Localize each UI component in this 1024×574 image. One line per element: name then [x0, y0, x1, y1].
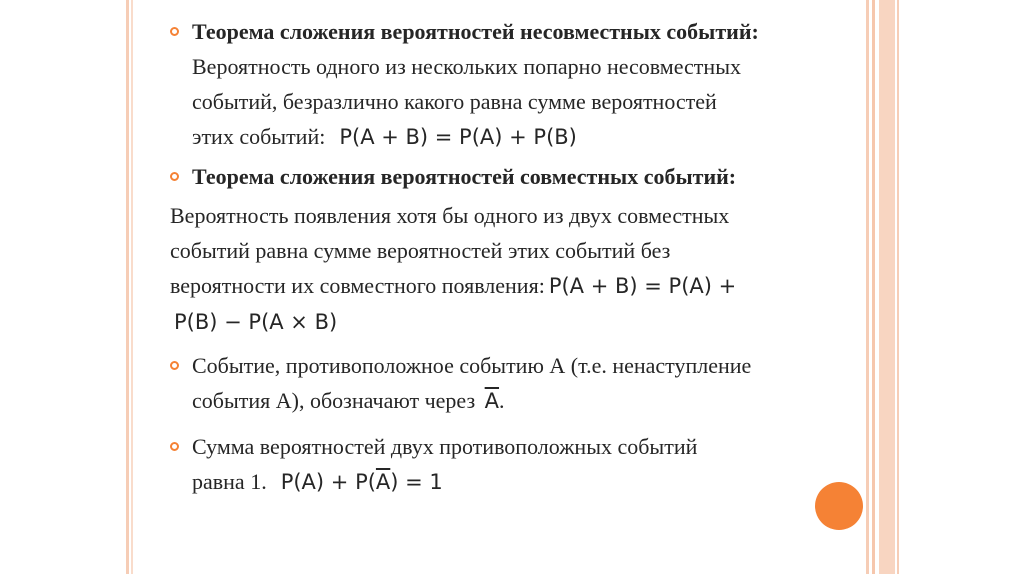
bullet-paragraph-opposite-event: [166, 348, 846, 419]
text-fragment: вероятности их совместного появления:: [170, 273, 545, 298]
text-fragment: равна 1.: [192, 469, 267, 494]
text-line: Вероятность появления хотя бы одного из двух совместных: [170, 203, 730, 228]
left-decorative-stripe-inner: [131, 0, 133, 574]
formula-sum-compatible-part1: P(A + B) = P(A) +: [548, 274, 737, 298]
text-fragment: события А), обозначают через: [192, 388, 476, 413]
formula-opposite-sum: [281, 470, 443, 494]
formula-sum-compatible-part2: P(B) − P(A × B): [174, 310, 338, 334]
text-line: Сумма вероятностей двух противоположных событий: [192, 434, 698, 459]
text-line: [192, 383, 846, 419]
bullet-paragraph-incompatible-events: [166, 14, 846, 155]
theorem-heading-incompatible: Теорема сложения вероятностей несовместных событий:: [192, 19, 759, 44]
formula-sum-incompatible: P(A + B) = P(A) + P(B): [339, 125, 577, 149]
text-line: событий, безразлично какого равна сумме вероятностей: [192, 89, 717, 114]
opposite-event-symbol: $\overline{A}$: [375, 470, 391, 494]
bullet-paragraph-compatible-events: [166, 159, 846, 194]
slide-content: [166, 14, 846, 500]
bullet-icon: [170, 442, 179, 451]
right-decorative-stripe-3: [897, 0, 899, 574]
bullet-icon: [170, 27, 179, 36]
text-line: событий равна сумме вероятностей этих событий без: [170, 238, 671, 263]
text-line: [192, 119, 846, 155]
text-line: [170, 268, 846, 304]
text-line: Событие, противоположное событию А (т.е. ненаступление: [192, 353, 752, 378]
right-decorative-band: [879, 0, 895, 574]
text-fragment: этих событий:: [192, 124, 326, 149]
formula-fragment: ) = 1: [390, 470, 443, 494]
formula-fragment: P(A) + P(: [280, 470, 376, 494]
theorem-heading-compatible: Теорема сложения вероятностей совместных событий:: [192, 164, 737, 189]
right-decorative-stripe-1: [866, 0, 869, 574]
bullet-icon: [170, 361, 179, 370]
right-decorative-stripe-2: [872, 0, 875, 574]
paragraph-compatible-definition: [166, 198, 846, 340]
opposite-event-symbol: $\overline{A}$: [484, 389, 500, 413]
bullet-icon: [170, 172, 179, 181]
text-fragment: .: [499, 388, 505, 413]
text-line: [192, 464, 846, 500]
left-decorative-stripe: [126, 0, 129, 574]
text-line: [170, 304, 846, 340]
bullet-paragraph-opposite-sum: [166, 429, 846, 500]
text-line: Вероятность одного из нескольких попарно несовместных: [192, 54, 741, 79]
